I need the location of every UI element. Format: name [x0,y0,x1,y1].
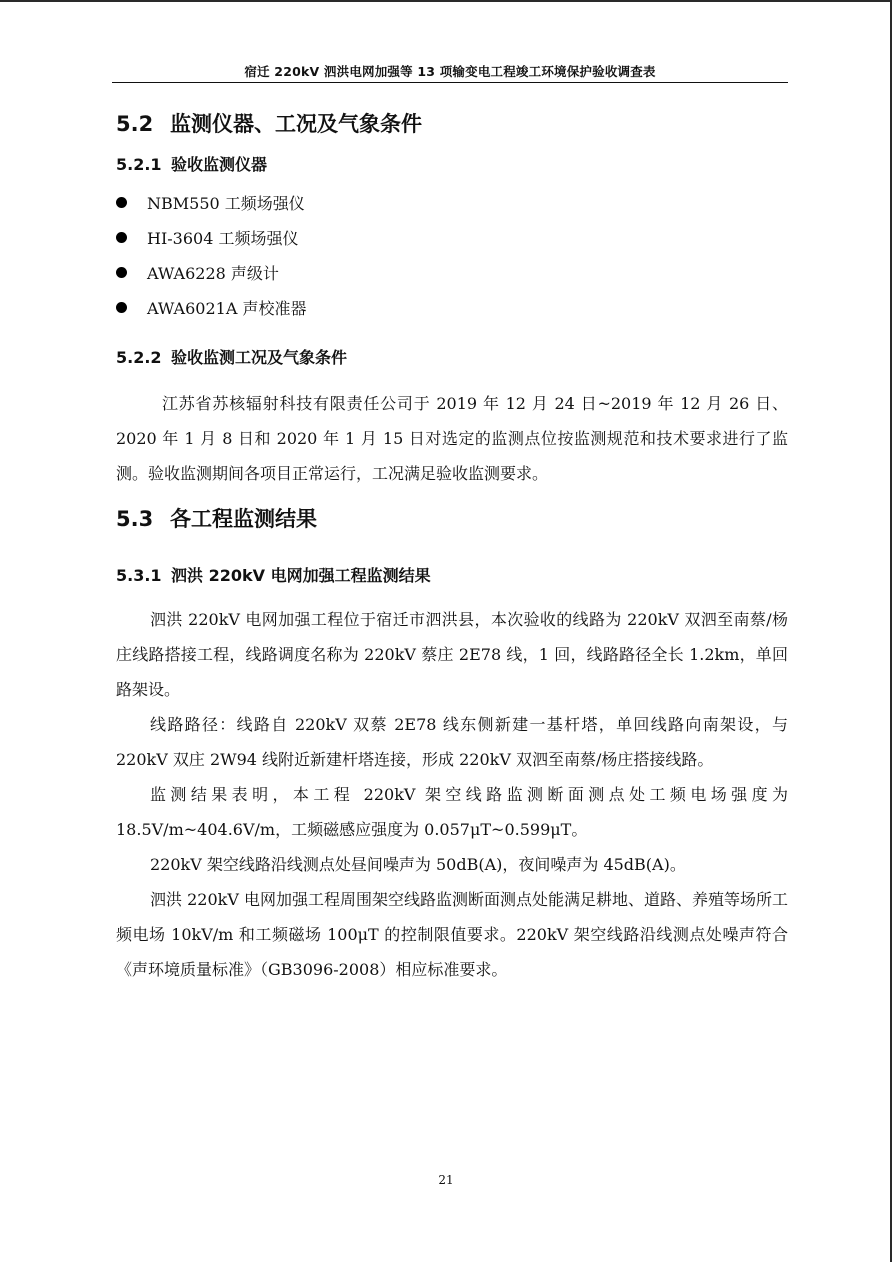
subsection-number: 5.2.1 [116,155,162,174]
running-header: 宿迁 220kV 泗洪电网加强等 13 项输变电工程竣工环境保护验收调查表 [244,64,656,79]
section-number: 5.2 [116,112,154,136]
page-number: 21 [438,1173,454,1187]
header-rule [112,82,788,83]
bullet-icon [116,302,127,313]
subsection-title: 验收监测工况及气象条件 [171,348,348,367]
instrument-list [116,192,306,332]
paragraph-field-results: 监测结果表明，本工程 220kV 架空线路监测断面测点处工频电场强度为 18.5V/m~404.6V/m，工频磁感应强度为 0.057μT~0.599μT。 [116,785,788,839]
subsection-heading-5-3-1 [116,563,431,586]
list-item: AWA6228 声级计 [116,262,306,297]
list-item: NBM550 工频场强仪 [116,192,306,227]
subsection-heading-5-2-2 [116,345,347,368]
paragraph-monitoring-conditions: 江苏省苏核辐射科技有限责任公司于 2019 年 12 月 24 日~2019 年 12 月 26 日、2020 年 1 月 8 日和 2020 年 1 月 15 日对选定的监测点位按监测规范和技术要求进行了监测。验收监测期间各项目正常运行，工况满足验收监测要求。 [116,394,788,483]
subsection-title: 验收监测仪器 [171,155,268,174]
section-title: 各工程监测结果 [170,507,317,531]
list-item: HI-3604 工频场强仪 [116,227,306,262]
section-title: 监测仪器、工况及气象条件 [170,112,422,136]
paragraph-project-overview: 泗洪 220kV 电网加强工程位于宿迁市泗洪县，本次验收的线路为 220kV 双泗至南蔡/杨庄线路搭接工程，线路调度名称为 220kV 蔡庄 2E78 线，1 回，线路路径全长 1.2km，单回路架设。 [116,610,788,699]
section-heading-5-3 [116,503,317,533]
bullet-icon [116,267,127,278]
list-item: AWA6021A 声校准器 [116,297,306,332]
paragraph-line-route: 线路路径：线路自 220kV 双蔡 2E78 线东侧新建一基杆塔，单回线路向南架设，与 220kV 双庄 2W94 线附近新建杆塔连接，形成 220kV 双泗至南蔡/杨庄搭接线路。 [116,715,788,769]
bullet-icon [116,232,127,243]
bullet-icon [116,197,127,208]
subsection-number: 5.3.1 [116,566,162,585]
section-heading-5-2 [116,108,422,138]
section-number: 5.3 [116,507,154,531]
subsection-title: 泗洪 220kV 电网加强工程监测结果 [171,566,431,585]
subsection-number: 5.2.2 [116,348,162,367]
subsection-heading-5-2-1 [116,152,267,175]
page-top-border [0,0,892,2]
paragraph-noise-results: 220kV 架空线路沿线测点处昼间噪声为 50dB(A)，夜间噪声为 45dB(A)。 [150,855,686,874]
paragraph-conclusion: 泗洪 220kV 电网加强工程周围架空线路监测断面测点处能满足耕地、道路、养殖等场所工频电场 10kV/m 和工频磁场 100μT 的控制限值要求。220kV 架空线路沿线测点处噪声符合《声环境质量标准》（GB3096-2008）相应标准要求。 [116,890,788,979]
